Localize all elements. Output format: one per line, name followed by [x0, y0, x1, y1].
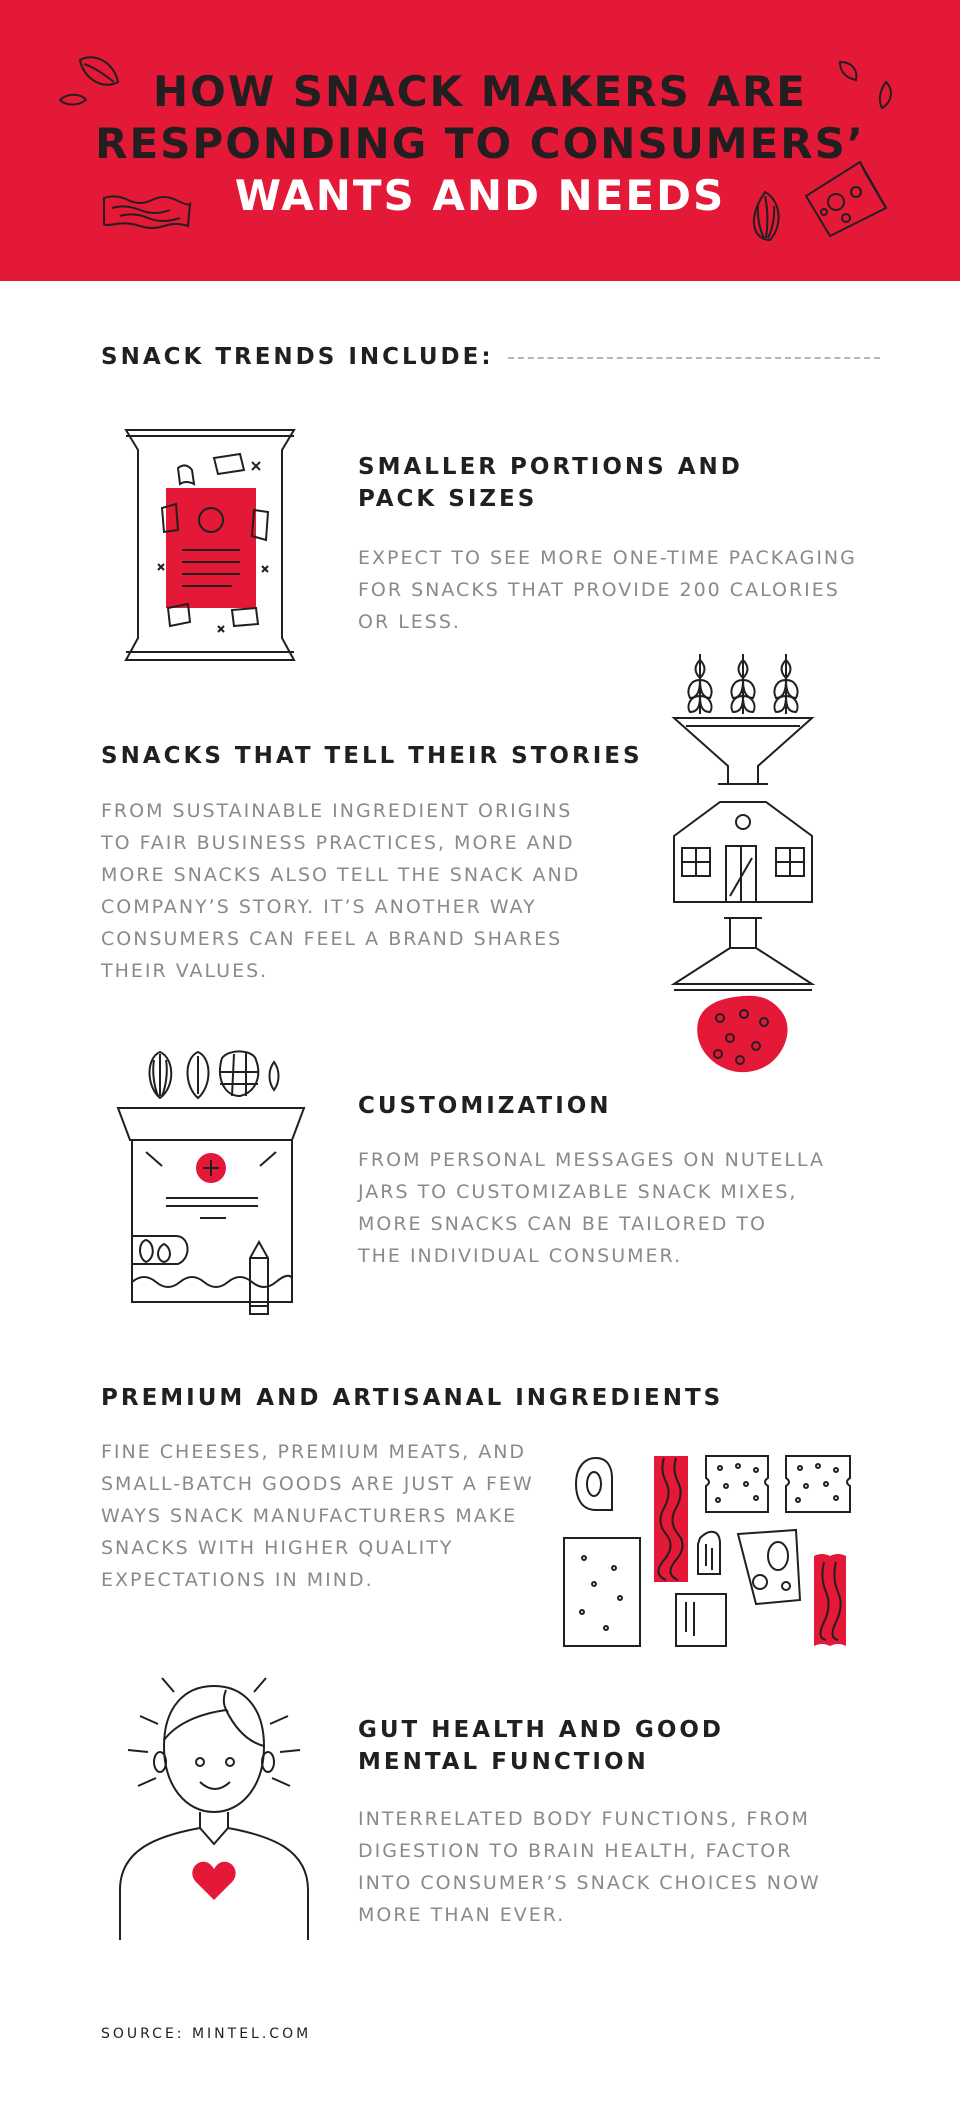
trend-2-body-line-6: THEIR VALUES. — [101, 960, 269, 982]
trend-3-body-line-3: MORE SNACKS CAN BE TAILORED TO — [358, 1213, 767, 1235]
trend-1-body-line-2: FOR SNACKS THAT PROVIDE 200 CALORIES — [358, 579, 840, 601]
trend-5-body-line-4: MORE THAN EVER. — [358, 1904, 566, 1926]
trend-5-body-line-3: INTO CONSUMER’S SNACK CHOICES NOW — [358, 1872, 821, 1894]
trend-5-heading-line-1: GUT HEALTH AND GOOD — [358, 1717, 725, 1743]
trend-3-body-line-4: THE INDIVIDUAL CONSUMER. — [358, 1245, 683, 1267]
trend-4-body-line-5: EXPECTATIONS IN MIND. — [101, 1569, 374, 1591]
custom-box-icon — [116, 1046, 306, 1318]
trend-5-heading-line-2: MENTAL FUNCTION — [358, 1749, 649, 1775]
trend-5-body-line-1: INTERRELATED BODY FUNCTIONS, FROM — [358, 1808, 810, 1830]
snack-bag-icon — [122, 426, 298, 664]
happy-person-icon — [116, 1670, 312, 1940]
trend-2-body-line-2: TO FAIR BUSINESS PRACTICES, MORE AND — [101, 832, 575, 854]
trend-2-body-line-1: FROM SUSTAINABLE INGREDIENT ORIGINS — [101, 800, 573, 822]
dashed-divider — [508, 357, 880, 359]
source-credit: SOURCE: MINTEL.COM — [101, 2026, 312, 2042]
title-line-3: WANTS AND NEEDS — [234, 171, 726, 220]
trend-1-body-line-3: OR LESS. — [358, 611, 461, 633]
trend-4-heading: PREMIUM AND ARTISANAL INGREDIENTS — [101, 1385, 724, 1411]
trends-intro-heading: SNACK TRENDS INCLUDE: — [101, 344, 494, 370]
trend-3-body-line-2: JARS TO CUSTOMIZABLE SNACK MIXES, — [358, 1181, 798, 1203]
title-line-1: HOW SNACK MAKERS ARE — [153, 67, 807, 116]
trend-2-body-line-3: MORE SNACKS ALSO TELL THE SNACK AND — [101, 864, 581, 886]
trend-4-body-line-3: WAYS SNACK MANUFACTURERS MAKE — [101, 1505, 518, 1527]
trend-2-heading: SNACKS THAT TELL THEIR STORIES — [101, 743, 643, 769]
trend-4-body-line-1: FINE CHEESES, PREMIUM MEATS, AND — [101, 1441, 527, 1463]
trend-1-heading-line-1: SMALLER PORTIONS AND — [358, 454, 743, 480]
trend-2-body-line-5: CONSUMERS CAN FEEL A BRAND SHARES — [101, 928, 563, 950]
header-banner — [0, 0, 960, 281]
wheat-factory-cookie-icon — [668, 650, 818, 1076]
cheese-meat-cracker-icon — [560, 1452, 854, 1650]
trend-3-body-line-1: FROM PERSONAL MESSAGES ON NUTELLA — [358, 1149, 825, 1171]
trend-4-body-line-4: SNACKS WITH HIGHER QUALITY — [101, 1537, 454, 1559]
trend-1-heading-line-2: PACK SIZES — [358, 486, 538, 512]
trend-3-heading: CUSTOMIZATION — [358, 1093, 612, 1119]
trend-4-body-line-2: SMALL-BATCH GOODS ARE JUST A FEW — [101, 1473, 534, 1495]
title-line-2: RESPONDING TO CONSUMERS’ — [95, 119, 865, 168]
trend-2-body-line-4: COMPANY’S STORY. IT’S ANOTHER WAY — [101, 896, 537, 918]
trend-5-body-line-2: DIGESTION TO BRAIN HEALTH, FACTOR — [358, 1840, 793, 1862]
trend-1-body-line-1: EXPECT TO SEE MORE ONE-TIME PACKAGING — [358, 547, 857, 569]
